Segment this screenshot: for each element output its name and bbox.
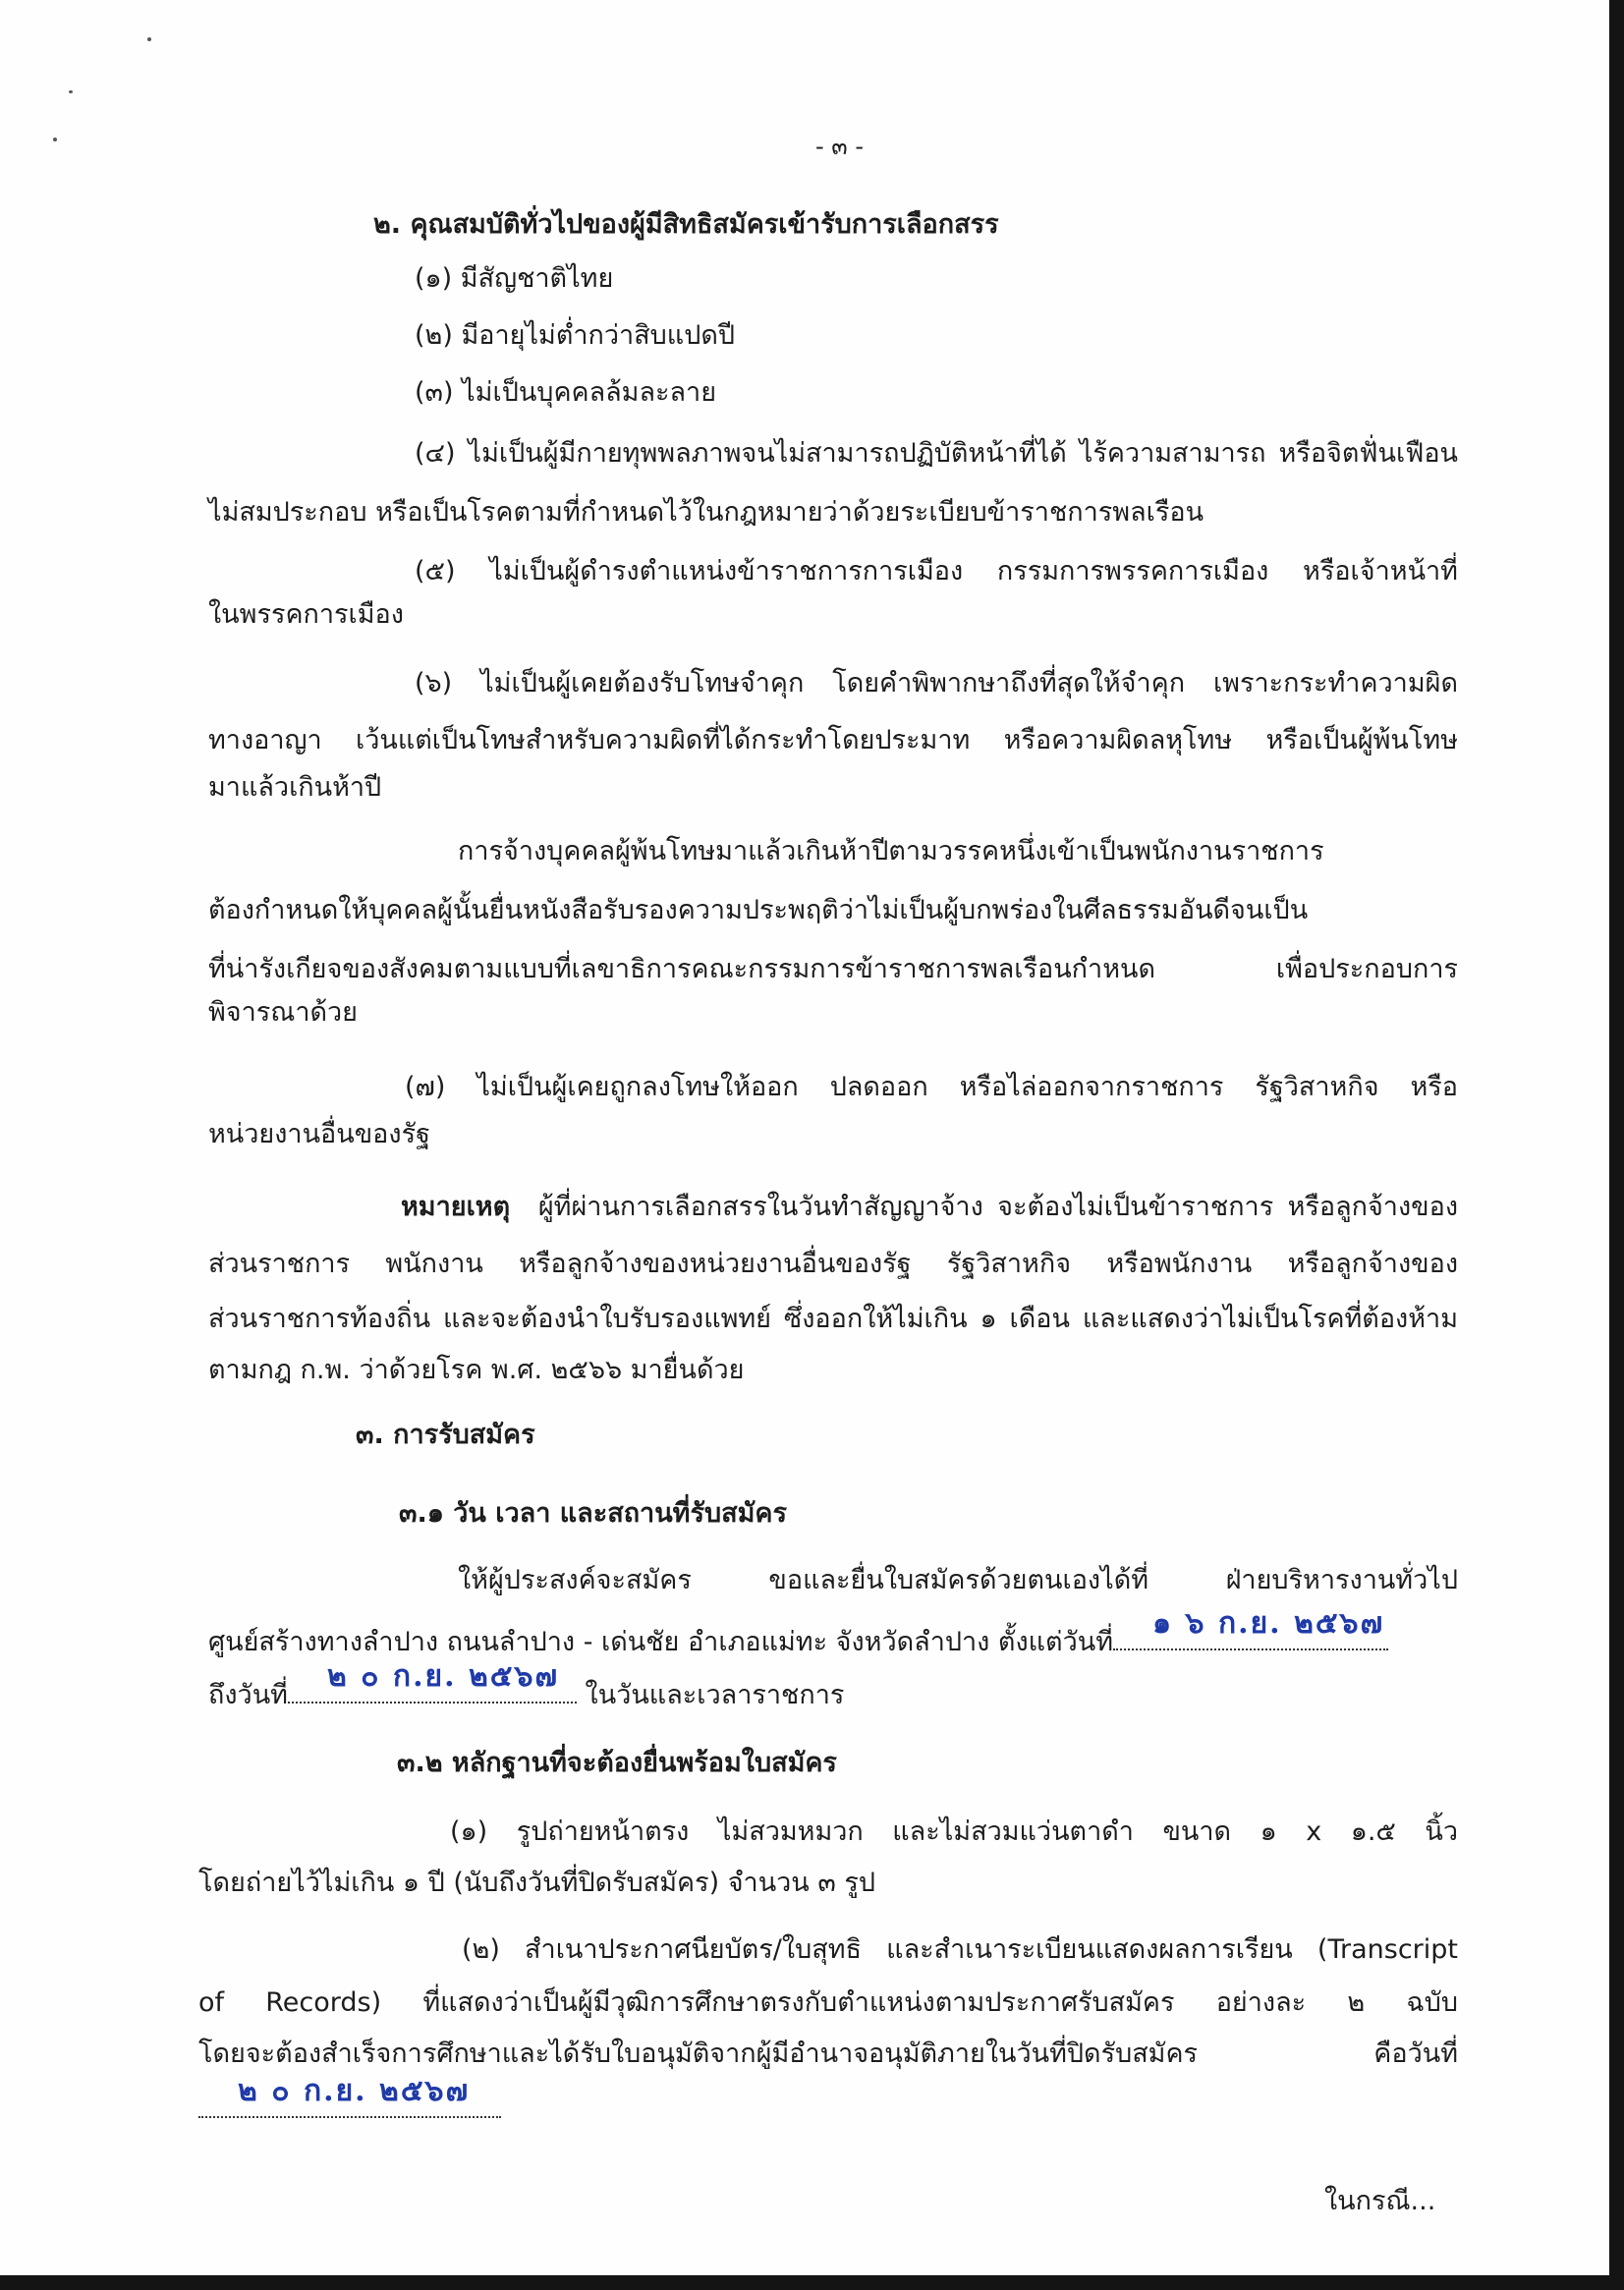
scan-right-border: [1609, 0, 1624, 2290]
application-period-line: [208, 1659, 845, 1714]
qualification-item-4-line1: (๔) ไม่เป็นผู้มีกายทุพพลภาพจนไม่สามารถปฏิบัติหน้าที่ได้ ไร้ความสามารถ หรือจิตฟั่นเฟือน: [415, 438, 1458, 469]
subsection31-heading: ๓.๑ วัน เวลา และสถานที่รับสมัคร: [399, 1498, 787, 1529]
section2-heading: ๒. คุณสมบัติทั่วไปของผู้มีสิทธิสมัครเข้ารับการเลือกสรร: [373, 209, 999, 240]
hire-paragraph-line4: พิจารณาด้วย: [208, 997, 359, 1028]
subsection32-heading: ๓.๒ หลักฐานที่จะต้องยื่นพร้อมใบสมัคร: [397, 1748, 837, 1778]
end-date-suffix: ในวันและเวลาราชการ: [585, 1680, 845, 1710]
application-place-line2: [208, 1606, 1388, 1661]
qualification-item-4-line2: ไม่สมประกอบ หรือเป็นโรคตามที่กำหนดไว้ในกฎหมายว่าด้วยระเบียบข้าราชการพลเรือน: [208, 497, 1204, 528]
qualification-item-5-line2: ในพรรคการเมือง: [208, 599, 404, 630]
close-date-field: [198, 2074, 501, 2118]
application-place-line1: ให้ผู้ประสงค์จะสมัคร ขอและยื่นใบสมัครด้วยตนเองได้ที่ ฝ่ายบริหารงานทั่วไป: [458, 1565, 1458, 1595]
qualification-item-3: (๓) ไม่เป็นบุคคลล้มละลาย: [415, 377, 717, 408]
close-date-line: [198, 2074, 501, 2129]
qualification-item-7-line1: (๗) ไม่เป็นผู้เคยถูกลงโทษให้ออก ปลดออก หรือไล่ออกจากราชการ รัฐวิสาหกิจ หรือ: [405, 1072, 1458, 1102]
section3-heading: ๓. การรับสมัคร: [356, 1420, 535, 1450]
note-line3: ส่วนราชการท้องถิ่น และจะต้องนำใบรับรองแพทย์ ซึ่งออกให้ไม่เกิน ๑ เดือน และแสดงว่าไม่เป็นโรคที่ต้องห้าม: [208, 1304, 1458, 1334]
document-item-1-line1: (๑) รูปถ่ายหน้าตรง ไม่สวมหมวก และไม่สวมแว่นตาดำ ขนาด ๑ x ๑.๕ นิ้ว: [450, 1816, 1458, 1847]
hire-paragraph-line1: การจ้างบุคคลผู้พ้นโทษมาแล้วเกินห้าปีตามวรรคหนึ่งเข้าเป็นพนักงานราชการ: [458, 836, 1324, 866]
scan-bottom-border: [0, 2275, 1624, 2290]
hire-paragraph-line2: ต้องกำหนดให้บุคคลผู้นั้นยื่นหนังสือรับรองความประพฤติว่าไม่เป็นผู้บกพร่องในศีลธรรมอันดีจนเป็น: [208, 895, 1309, 925]
end-date-field: [288, 1659, 577, 1704]
start-date-stamp: ๑ ๖ ก.ย. ๒๕๖๗: [1152, 1606, 1385, 1641]
qualification-item-6-line3: มาแล้วเกินห้าปี: [208, 772, 382, 803]
document-item-2-line1: (๒) สำเนาประกาศนียบัตร/ใบสุทธิ และสำเนาระเบียนแสดงผลการเรียน (Transcript: [462, 1934, 1458, 1965]
continuation-text: ในกรณี...: [1324, 2186, 1436, 2216]
document-item-1-line2: โดยถ่ายไว้ไม่เกิน ๑ ปี (นับถึงวันที่ปิดรับสมัคร) จำนวน ๓ รูป: [198, 1868, 876, 1898]
qualification-item-5-line1: (๕) ไม่เป็นผู้ดำรงตำแหน่งข้าราชการการเมือง กรรมการพรรคการเมือง หรือเจ้าหน้าที่: [415, 556, 1458, 586]
note-line1: [401, 1189, 1458, 1226]
scan-speck: [69, 90, 73, 93]
end-date-stamp: ๒ ๐ ก.ย. ๒๕๖๗: [326, 1659, 560, 1694]
note-line4: ตามกฎ ก.พ. ว่าด้วยโรค พ.ศ. ๒๕๖๖ มายื่นด้วย: [208, 1355, 745, 1385]
scan-speck: [53, 138, 57, 141]
page-number: - ๓ -: [815, 133, 864, 160]
start-date-field: [1113, 1606, 1388, 1650]
hire-paragraph-line3: ที่น่ารังเกียจของสังคมตามแบบที่เลขาธิการคณะกรรมการข้าราชการพลเรือนกำหนด เพื่อประกอบการ: [208, 954, 1458, 984]
end-date-prefix: ถึงวันที่: [208, 1680, 288, 1710]
qualification-item-6-line1: (๖) ไม่เป็นผู้เคยต้องรับโทษจำคุก โดยคำพิพากษาถึงที่สุดให้จำคุก เพราะกระทำความผิด: [415, 668, 1458, 698]
note-text: ผู้ที่ผ่านการเลือกสรรในวันทำสัญญาจ้าง จะต้องไม่เป็นข้าราชการ หรือลูกจ้างของ: [537, 1192, 1458, 1222]
note-line2: ส่วนราชการ พนักงาน หรือลูกจ้างของหน่วยงานอื่นของรัฐ รัฐวิสาหกิจ หรือพนักงาน หรือลูกจ้างของ: [208, 1249, 1458, 1279]
application-place-text: ศูนย์สร้างทางลำปาง ถนนลำปาง - เด่นชัย อำเภอแม่ทะ จังหวัดลำปาง ตั้งแต่วันที่: [208, 1627, 1114, 1657]
note-label: หมายเหตุ: [401, 1192, 511, 1222]
qualification-item-7-line2: หน่วยงานอื่นของรัฐ: [208, 1119, 430, 1149]
document-item-2-line2: of Records) ที่แสดงว่าเป็นผู้มีวุฒิการศึกษาตรงกับตำแหน่งตามประกาศรับสมัคร อย่างละ ๒ ฉบับ: [198, 1987, 1458, 2018]
document-item-2-line3: โดยจะต้องสำเร็จการศึกษาและได้รับใบอนุมัติจากผู้มีอำนาจอนุมัติภายในวันที่ปิดรับสมัคร คือวันที่: [198, 2039, 1458, 2069]
qualification-item-2: (๒) มีอายุไม่ต่ำกว่าสิบแปดปี: [415, 320, 736, 351]
close-date-stamp: ๒ ๐ ก.ย. ๒๕๖๗: [238, 2074, 471, 2108]
scan-speck: [147, 37, 151, 41]
qualification-item-6-line2: ทางอาญา เว้นแต่เป็นโทษสำหรับความผิดที่ได้กระทำโดยประมาท หรือความผิดลหุโทษ หรือเป็นผู้พ้นโทษ: [208, 725, 1458, 755]
qualification-item-1: (๑) มีสัญชาติไทย: [415, 263, 614, 294]
